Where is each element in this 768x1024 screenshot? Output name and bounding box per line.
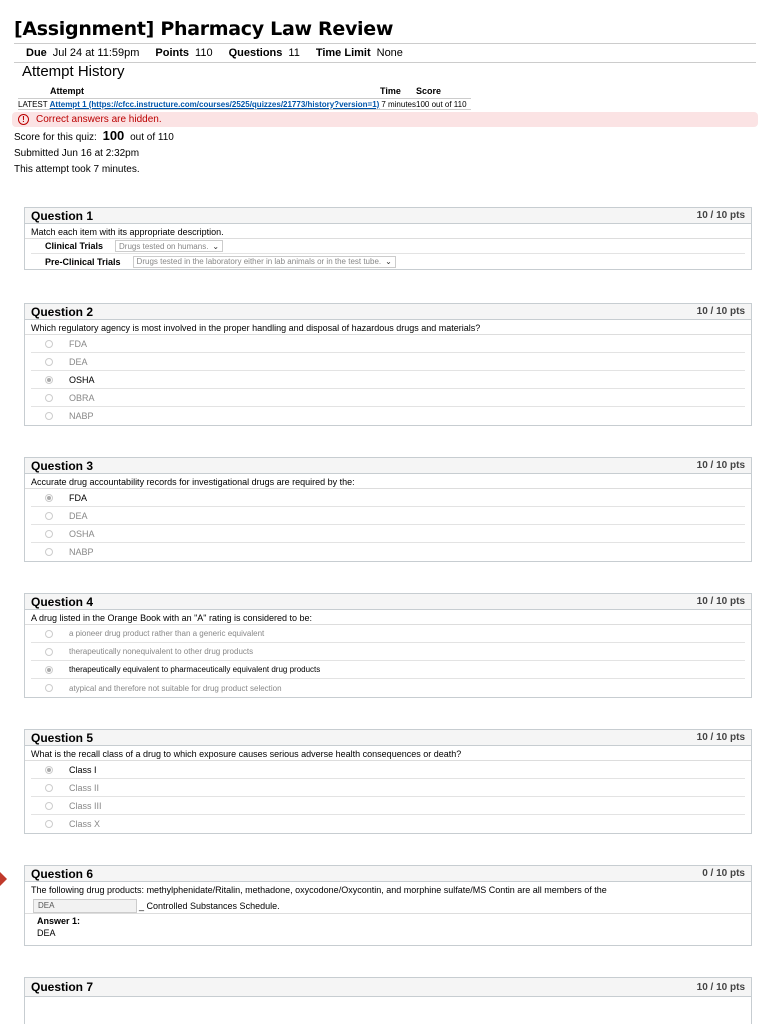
answer-text: FDA <box>69 338 87 349</box>
answer-text: NABP <box>69 547 94 557</box>
questions-label: Questions <box>228 47 283 59</box>
radio-button[interactable] <box>45 630 53 638</box>
time-header: Time <box>380 86 401 96</box>
fill-in-blank-row <box>25 898 751 914</box>
score-label: Score for this quiz: <box>14 132 97 143</box>
answer-option-selected[interactable] <box>31 661 745 679</box>
score-summary <box>14 128 174 143</box>
chevron-down-icon: ⌄ <box>212 241 220 251</box>
answer-option-selected[interactable] <box>31 761 745 779</box>
question-header <box>25 304 751 320</box>
hidden-answers-alert <box>12 112 758 127</box>
answer-option[interactable] <box>31 679 745 697</box>
radio-button[interactable] <box>45 684 53 692</box>
radio-button-selected[interactable] <box>45 666 53 674</box>
answer-text: Class II <box>69 782 100 793</box>
answer-option-selected[interactable] <box>31 489 745 507</box>
radio-button[interactable] <box>45 784 53 792</box>
answer-text: DEA <box>69 510 88 521</box>
match-select[interactable] <box>115 240 223 252</box>
question-title: Question 7 <box>31 980 94 994</box>
answer-label: Answer 1: <box>37 916 81 926</box>
answer-option[interactable] <box>31 543 745 561</box>
match-select-value: Drugs tested in the laboratory either in lab animals or in the test tube. <box>136 257 382 266</box>
due-value: Jul 24 at 11:59pm <box>52 47 140 59</box>
match-row <box>31 254 745 269</box>
question-points: 10 / 10 pts <box>696 596 745 607</box>
question-6 <box>24 865 752 946</box>
blank-suffix-text: _ Controlled Substances Schedule. <box>139 900 280 911</box>
points-value: 110 <box>195 47 213 59</box>
answer-option[interactable] <box>31 407 745 425</box>
attempt-time: 7 minutes <box>381 99 416 109</box>
match-select-value: Drugs tested on humans. <box>119 241 209 251</box>
question-7 <box>24 977 752 1024</box>
answer-text: a pioneer drug product rather than a generic equivalent <box>69 629 265 638</box>
latest-tag: LATEST <box>18 99 48 109</box>
page-title: [Assignment] Pharmacy Law Review <box>14 18 394 40</box>
match-label: Pre-Clinical Trials <box>45 256 121 267</box>
question-title: Question 1 <box>31 208 94 223</box>
answer-text: Class X <box>69 819 101 829</box>
answer-text: therapeutically equivalent to pharmaceutically equivalent drug products <box>69 665 321 674</box>
answer-text: DEA <box>69 356 88 367</box>
question-title: Question 5 <box>31 730 94 745</box>
question-points: 10 / 10 pts <box>696 210 745 221</box>
radio-button-selected[interactable] <box>45 494 53 502</box>
match-label: Clinical Trials <box>45 241 104 251</box>
question-3 <box>24 457 752 562</box>
answer-option[interactable] <box>31 643 745 661</box>
question-1 <box>24 207 752 270</box>
answer-text: therapeutically nonequivalent to other drug products <box>69 647 254 656</box>
question-points: 10 / 10 pts <box>696 732 745 743</box>
radio-button[interactable] <box>45 802 53 810</box>
alert-text: Correct answers are hidden. <box>36 114 162 125</box>
answer-text: NABP <box>69 411 94 421</box>
radio-button[interactable] <box>45 530 53 538</box>
question-header <box>25 594 751 610</box>
match-select[interactable] <box>133 256 396 268</box>
attempt-header: Attempt <box>50 86 84 96</box>
score-header: Score <box>416 86 442 96</box>
radio-button[interactable] <box>45 548 53 556</box>
question-title: Question 2 <box>31 304 94 319</box>
question-text: Which regulatory agency is most involved in the proper handling and disposal of hazardous drugs and materials? <box>25 320 751 335</box>
match-row <box>31 239 745 254</box>
radio-button[interactable] <box>45 358 53 366</box>
answer-text: OBRA <box>69 392 95 403</box>
question-title: Question 4 <box>31 594 94 609</box>
due-label: Due <box>26 47 47 59</box>
attempt-history-title: Attempt History <box>22 63 125 80</box>
question-header <box>25 978 751 997</box>
radio-button[interactable] <box>45 412 53 420</box>
chevron-down-icon: ⌄ <box>385 257 392 266</box>
question-2 <box>24 303 752 426</box>
answer-option[interactable] <box>31 389 745 407</box>
question-5 <box>24 729 752 834</box>
answer-text: Class III <box>69 800 102 811</box>
answer-text: OSHA <box>69 528 95 539</box>
answer-option[interactable] <box>31 335 745 353</box>
answer-option[interactable] <box>31 625 745 643</box>
radio-button-selected[interactable] <box>45 766 53 774</box>
answer-option-selected[interactable] <box>31 371 745 389</box>
radio-button[interactable] <box>45 512 53 520</box>
quiz-meta <box>14 43 756 63</box>
answer-option[interactable] <box>31 507 745 525</box>
question-header <box>25 866 751 882</box>
questions-value: 11 <box>288 47 300 59</box>
question-text: A drug listed in the Orange Book with an "A" rating is considered to be: <box>25 610 751 625</box>
radio-button[interactable] <box>45 394 53 402</box>
attempt-link[interactable]: Attempt 1 (https://cfcc.instructure.com/courses/2525/quizzes/21773/history?version=1) <box>49 99 380 109</box>
question-header <box>25 730 751 746</box>
answer-option[interactable] <box>31 525 745 543</box>
question-points: 0 / 10 pts <box>702 868 745 879</box>
question-header <box>25 458 751 474</box>
question-title: Question 6 <box>31 866 94 881</box>
radio-button-selected[interactable] <box>45 376 53 384</box>
answer-option[interactable] <box>31 815 745 833</box>
answer-text: FDA <box>69 492 87 503</box>
answer-option[interactable] <box>31 353 745 371</box>
time-limit-label: Time Limit <box>315 47 371 59</box>
answer-text: atypical and therefore not suitable for drug product selection <box>69 683 282 693</box>
warning-icon: ! <box>18 114 29 125</box>
answer-value: DEA <box>37 928 56 938</box>
question-title: Question 3 <box>31 458 94 473</box>
incorrect-marker-icon <box>0 872 7 886</box>
points-label: Points <box>155 47 190 59</box>
question-4 <box>24 593 752 698</box>
question-header <box>25 208 751 224</box>
question-points: 10 / 10 pts <box>696 460 745 471</box>
score-out-of: out of 110 <box>130 132 174 143</box>
duration-text: This attempt took 7 minutes. <box>14 164 140 175</box>
question-text: The following drug products: methylphenidate/Ritalin, methadone, oxycodone/Oxycontin, and morphine sulfate/MS Contin are all members of the <box>31 885 607 895</box>
radio-button[interactable] <box>45 648 53 656</box>
answer-option[interactable] <box>31 779 745 797</box>
question-text: Match each item with its appropriate description. <box>25 224 751 239</box>
answer-option[interactable] <box>31 797 745 815</box>
submitted-text: Submitted Jun 16 at 2:32pm <box>14 148 140 159</box>
answer-text: OSHA <box>69 374 95 385</box>
attempt-score: 100 out of 110 <box>416 99 467 109</box>
radio-button[interactable] <box>45 820 53 828</box>
question-points: 10 / 10 pts <box>696 306 745 317</box>
attempt-row <box>18 98 471 110</box>
question-points: 10 / 10 pts <box>696 981 745 993</box>
answer-text: Class I <box>69 764 97 775</box>
time-limit-value: None <box>376 47 403 59</box>
fill-in-blank-input[interactable]: DEA <box>33 899 137 913</box>
question-text: Accurate drug accountability records for investigational drugs are required by the: <box>25 474 751 489</box>
radio-button[interactable] <box>45 340 53 348</box>
question-text: What is the recall class of a drug to which exposure causes serious adverse health consequences or death? <box>25 746 751 761</box>
score-value: 100 <box>102 128 125 143</box>
